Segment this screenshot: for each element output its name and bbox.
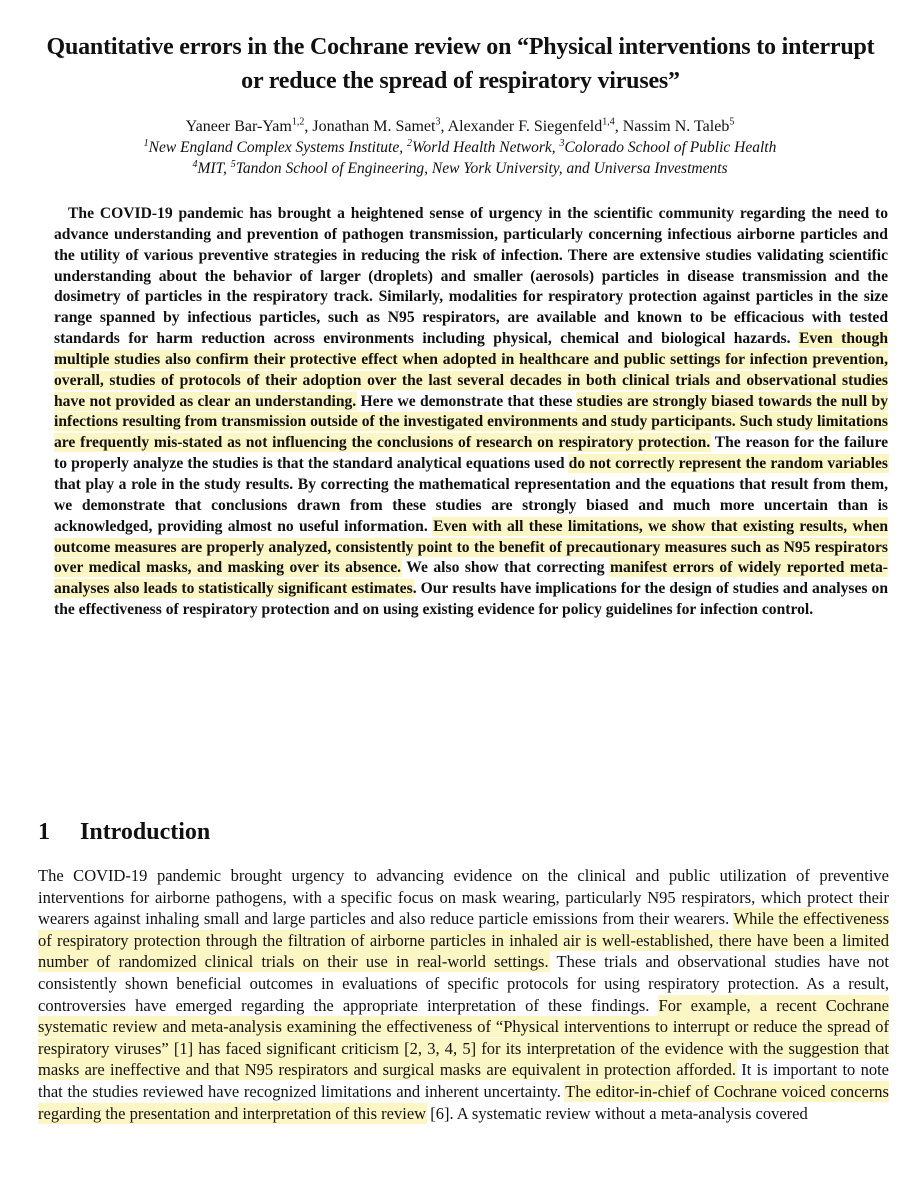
abstract-segment: Here we demonstrate that these — [356, 392, 577, 410]
author-list: Yaneer Bar-Yam$^{1,2}$, Jonathan M. Samet$^3$, Alexander F. Siegenfeld$^{1,4}$, Nassim N. Taleb$^5$ — [185, 116, 735, 135]
affiliation: Tandon School of Engineering, New York University, and Universa Investments — [235, 160, 728, 177]
author-affil-mark: 5 — [729, 116, 735, 128]
affil-mark: 2 — [406, 137, 412, 149]
affiliation-line: $^4$MIT, $^5$Tandon School of Engineering, New York University, and Universa Investments — [192, 158, 728, 177]
affiliation: World Health Network — [411, 139, 552, 156]
affil-mark: 5 — [230, 158, 236, 170]
paper-title: Quantitative errors in the Cochrane review on “Physical interventions to interrupt or reduce the spread of respiratory viruses” — [46, 34, 875, 94]
author-name: Jonathan M. Samet — [312, 118, 436, 135]
author-affil-mark: 3 — [435, 116, 441, 128]
abstract-highlight: manifest errors of widely reported meta-analyses also leads to statistically significant estimates — [54, 559, 888, 598]
intro-segment: The COVID-19 pandemic brought urgency to advancing evidence on the clinical and public utilization of preventive interventions for airborne pathogens, with a specific focus on mask wearing, particularly N95 respirators, which protect their wearers against inhaling small and large particles and also reduce particle emissions from their wearers. — [38, 866, 889, 929]
abstract-segment: We also show that correcting — [401, 559, 611, 577]
abstract-highlight: Even with all these limitations, we show that existing results, when outcome measures are properly analyzed, consistently point to the benefit of precautionary measures such as N95 respirators over medical masks, and masking over its absence. — [54, 517, 889, 577]
author-name: Alexander F. Siegenfeld — [447, 118, 603, 135]
affiliation: New England Complex Systems Institute — [148, 139, 400, 156]
intro-highlight: The editor-in-chief of Cochrane voiced concerns regarding the presentation and interpretation of this review — [38, 1081, 889, 1123]
intro-highlight: While the effectiveness of respiratory protection through the filtration of airborne particles in inhaled air is well-established, there have been a limited number of randomized clinical trials on their use in real-world settings. — [38, 909, 889, 972]
affiliation: Colorado School of Public Health — [564, 139, 777, 156]
abstract-highlight: Even though multiple studies also confirm their protective effect when adopted in healthcare and public settings for infection prevention, overall, studies of protocols of their adoption over the last several decades in both clinical trials and observational studies have not provided as clear an understanding. — [54, 330, 888, 410]
affiliation: MIT — [197, 160, 223, 177]
author-name: Nassim N. Taleb — [622, 118, 730, 135]
intro-paragraph — [38, 865, 889, 1124]
intro-segment: It is important to note that the studies reviewed have recognized limitations and inherent uncertainty. — [38, 1060, 890, 1101]
intro-segment: These trials and observational studies have not consistently shown beneficial outcomes in evaluations of specific protocols for using respiratory protection. As a result, controversies have emerged regarding the appropriate interpretation of these findings. — [38, 952, 889, 1015]
author-block — [60, 116, 860, 179]
section-title: Introduction — [80, 819, 211, 845]
affil-mark: 1 — [143, 137, 149, 149]
affil-mark: 4 — [192, 158, 198, 170]
abstract-highlight: studies are strongly biased towards the null by infections resulting from transmission outside of the investigated environments and study participants. Such study limitations are frequently mis-stated as not influencing the conclusions of research on respiratory protection. — [54, 392, 889, 452]
abstract-segment: The reason for the failure to properly analyze the studies is that the standard analytical equations used — [54, 434, 889, 473]
affiliation-line: $^1$New England Complex Systems Institute, $^2$World Health Network, $^3$Colorado School of Public Health — [143, 137, 777, 156]
abstract — [54, 204, 888, 621]
abstract-segment: that play a role in the study results. By correcting the mathematical representation and the equations that result from them, we demonstrate that conclusions drawn from these studies are strongly biased and much more uncertain than is acknowledged, providing almost no useful information. — [54, 475, 888, 535]
author-affil-mark: 1,4 — [602, 116, 615, 128]
affil-mark: 3 — [559, 137, 565, 149]
intro-segment: [6]. A systematic review without a meta-analysis covered — [426, 1103, 808, 1123]
intro-highlight: For example, a recent Cochrane systematic review and meta-analysis examining the effectiveness of “Physical interventions to interrupt or reduce the spread of respiratory viruses” [1] has faced significant criticism [2, 3, 4, 5] for its interpretation of the evidence with the suggestion that masks are ineffective and that N95 respirators and surgical masks are equivalent in protection afforded. — [38, 995, 889, 1080]
abstract-highlight: do not correctly represent the random variables — [568, 455, 888, 473]
author-affil-mark: 1,2 — [291, 116, 305, 128]
author-name: Yaneer Bar-Yam — [185, 118, 292, 135]
section-heading — [38, 813, 838, 851]
abstract-segment: . Our results have implications for the design of studies and analyses on the effectiveness of respiratory protection and on using existing evidence for policy guidelines for infection control. — [54, 580, 888, 619]
section-number: 1 — [38, 819, 50, 845]
abstract-segment: The COVID-19 pandemic has brought a heightened sense of urgency in the scientific community regarding the need to advance understanding and prevention of pathogen transmission, particularly concerning infectious airborne particles and the utility of various preventive strategies in reducing the risk of infection. There are extensive studies validating scientific understanding about the behavior of larger (droplets) and smaller (aerosols) particles in disease transmission and the dosimetry of particles in the respiratory track. Similarly, modalities for respiratory protection against particles in the size range spanned by infectious particles, such as N95 respirators, are available and known to be efficacious with tested standards for harm reduction across environments including physical, chemical and biological hazards. — [54, 205, 888, 348]
